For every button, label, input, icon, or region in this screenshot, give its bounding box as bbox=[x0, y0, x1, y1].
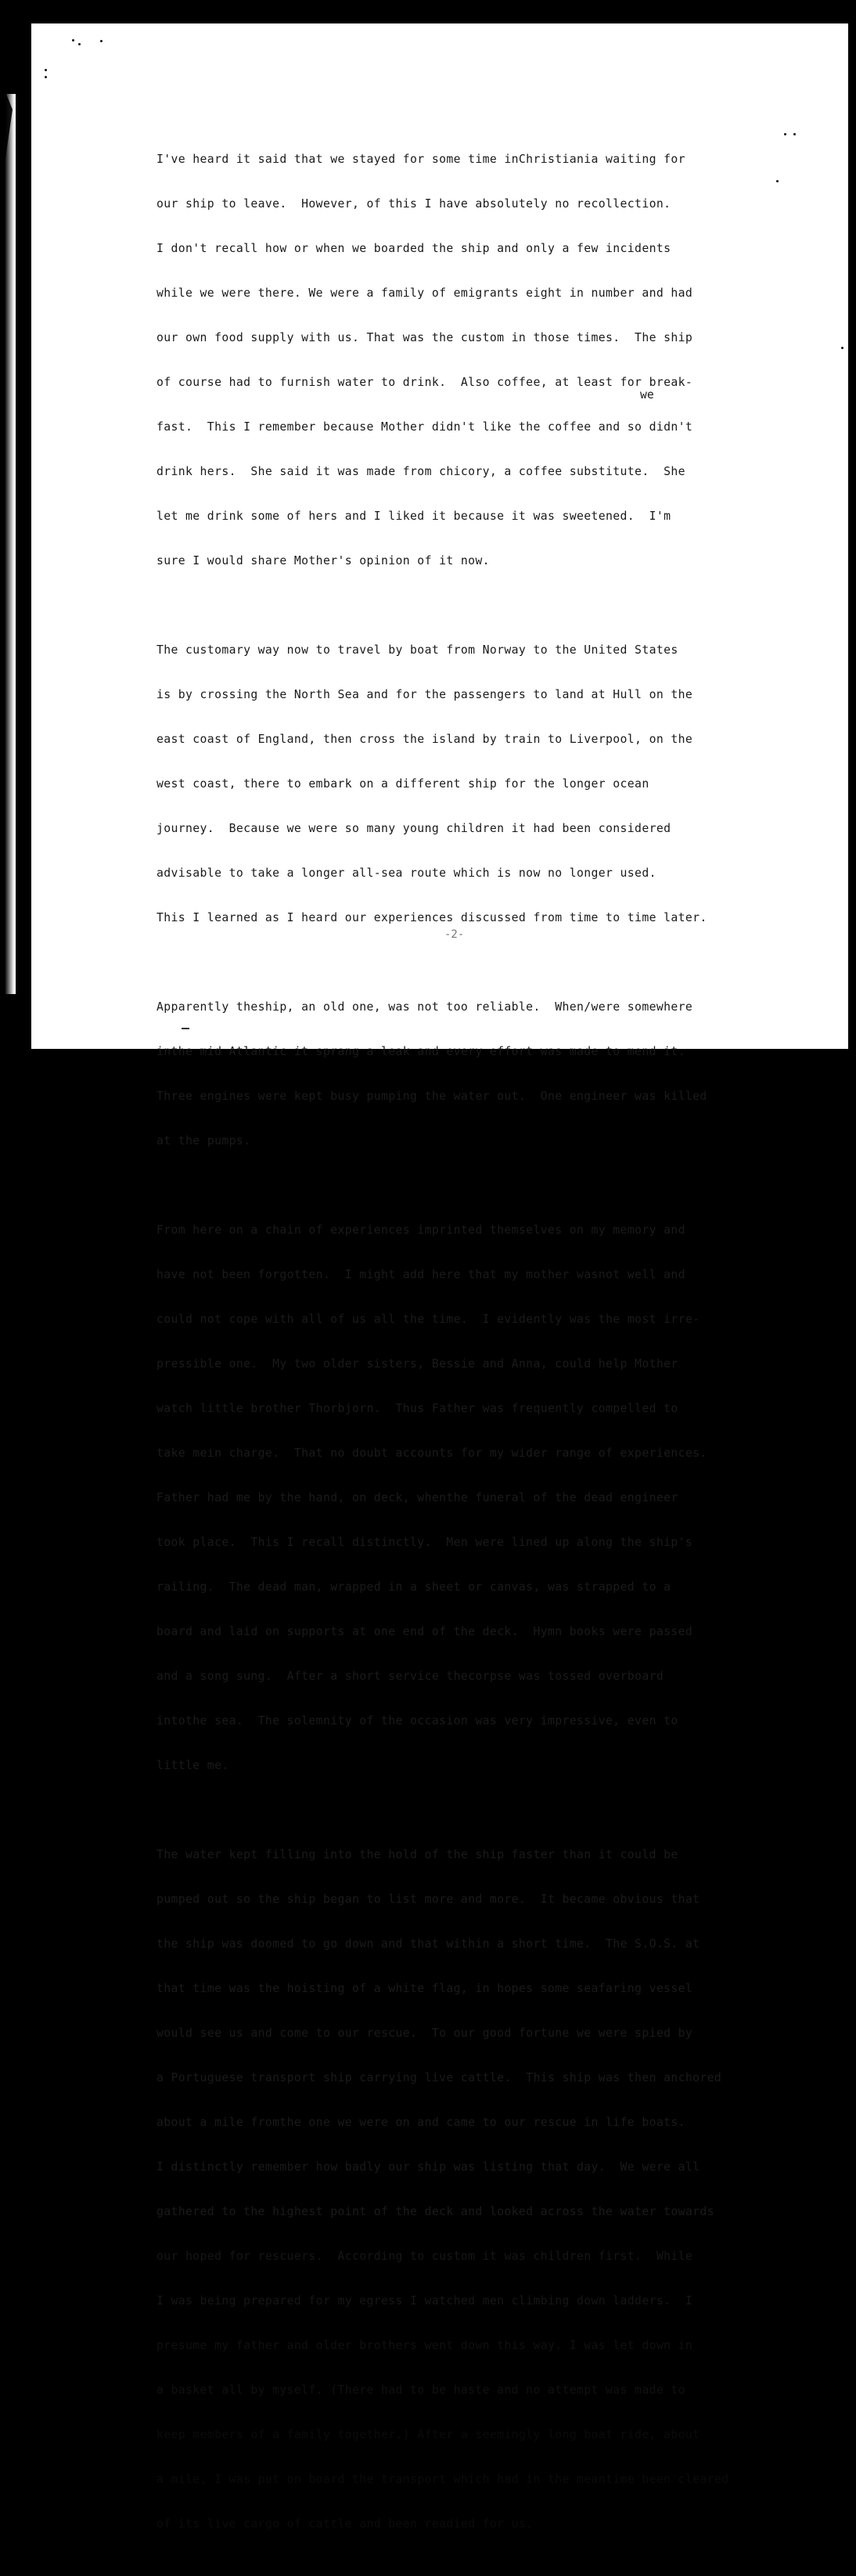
text-line: our hoped for rescuers. According to custom it was children first. While bbox=[156, 2250, 693, 2263]
text-line: west coast, there to embark on a different ship for the longer ocean bbox=[156, 777, 649, 791]
scan-speck bbox=[72, 39, 74, 41]
scan-speck bbox=[841, 347, 843, 349]
scan-speck bbox=[784, 133, 786, 135]
text-line: the ship was doomed to go down and that within a short time. The S.O.S. at bbox=[156, 1937, 700, 1951]
paragraph-rescue bbox=[156, 1818, 775, 2561]
text-line: watch little brother Thorbjorn. Thus Father was frequently compelled to bbox=[156, 1402, 678, 1415]
text-line: From here on a chain of experiences imprinted themselves on my memory and bbox=[156, 1223, 685, 1237]
scan-speck bbox=[45, 69, 47, 71]
text-line: Apparently theship, an old one, was not too reliable. When/were somewhere bbox=[156, 1000, 693, 1014]
text-line: I was being prepared for my egress I watched men climbing down ladders. I bbox=[156, 2294, 693, 2308]
text-line: take mein charge. That no doubt accounts for my wider range of experiences. bbox=[156, 1447, 707, 1460]
text-line: and a song sung. After a short service thecorpse was tossed overboard bbox=[156, 1670, 664, 1683]
scan-edge-shadow bbox=[0, 78, 13, 196]
text-line: This I learned as I heard our experiences discussed from time to time later. bbox=[156, 911, 707, 924]
text-line: I've heard it said that we stayed for some time inChristiania waiting for bbox=[156, 153, 685, 166]
text-line: pumped out so the ship began to list more and more. It became obvious that bbox=[156, 1893, 700, 1906]
scan-speck bbox=[776, 180, 779, 182]
text-line: would see us and come to our rescue. To our good fortune we were spied by bbox=[156, 2027, 693, 2040]
text-line: could not cope with all of us all the time. I evidently was the most irre- bbox=[156, 1313, 700, 1326]
text-line: I don't recall how or when we boarded the ship and only a few incidents bbox=[156, 242, 671, 255]
scan-mark bbox=[182, 1028, 189, 1029]
text-line: while we were there. We were a family of emigrants eight in number and had bbox=[156, 286, 693, 300]
text-line: gathered to the highest point of the deck and looked across the water towards bbox=[156, 2205, 714, 2218]
text-line: of course had to furnish water to drink. Also coffee, at least for break- bbox=[156, 376, 693, 389]
text-line: let me drink some of hers and I liked it because it was sweetened. I'm bbox=[156, 510, 671, 523]
paragraph-travel-route bbox=[156, 613, 775, 955]
text-line: a basket all by myself. (There had to be haste and no attempt was made to bbox=[156, 2383, 685, 2397]
scan-left-edge bbox=[0, 94, 16, 994]
text-line: at the pumps. bbox=[156, 1134, 251, 1147]
text-line: fast. This I remember because Mother didn't like the coffee and so didn't bbox=[156, 420, 693, 434]
text-line: of its live cargo of cattle and been readied for us. bbox=[156, 2517, 534, 2531]
text-line: Three engines were kept busy pumping the water out. One engineer was killed bbox=[156, 1090, 707, 1103]
interlinear-insertion: we bbox=[640, 388, 654, 402]
scan-right-edge bbox=[848, 0, 856, 1080]
text-line: sure I would share Mother's opinion of it now. bbox=[156, 554, 490, 567]
text-line: about a mile fromthe one we were on and came to our rescue in life boats. bbox=[156, 2116, 685, 2129]
text-line: intothe sea. The solemnity of the occasion was very impressive, even to bbox=[156, 1714, 678, 1728]
page-number: -2- bbox=[444, 928, 465, 941]
text-line: The customary way now to travel by boat from Norway to the United States bbox=[156, 643, 678, 657]
text-line: a Portuguese transport ship carrying live cattle. This ship was then anchored bbox=[156, 2071, 722, 2084]
typed-text-body bbox=[156, 122, 775, 2576]
text-line: presume my father and older brothers went down this way. I was let down in bbox=[156, 2339, 693, 2352]
scan-speck bbox=[100, 40, 103, 42]
text-line: is by crossing the North Sea and for the passengers to land at Hull on the bbox=[156, 688, 693, 701]
text-line: our ship to leave. However, of this I have absolutely no recollection. bbox=[156, 197, 671, 211]
text-line: little me. bbox=[156, 1759, 229, 1772]
text-line: board and laid on supports at one end of the deck. Hymn books were passed bbox=[156, 1625, 693, 1638]
text-line: journey. Because we were so many young children it had been considered bbox=[156, 822, 671, 835]
paragraph-funeral bbox=[156, 1193, 775, 1803]
scan-speck bbox=[78, 43, 81, 45]
text-line: our own food supply with us. That was the custom in those times. The ship bbox=[156, 331, 693, 344]
text-line: a mile, I was put on board the transport which had in the meantime been cleared bbox=[156, 2473, 729, 2486]
text-line: The water kept filling into the hold of the ship faster than it could be bbox=[156, 1848, 678, 1861]
text-line: I distinctly remember how badly our ship was listing that day. We were all bbox=[156, 2160, 700, 2174]
text-line: pressible one. My two older sisters, Bessie and Anna, could help Mother bbox=[156, 1357, 678, 1371]
text-line: keep members of a family together.) After a seemingly long boat ride, about bbox=[156, 2428, 700, 2441]
text-line: that time was the hoisting of a white flag, in hopes some seafaring vessel bbox=[156, 1982, 693, 1995]
scan-speck bbox=[45, 76, 47, 78]
text-line: inthe mid Atlantic it sprang a leak and every effort was made to mend it. bbox=[156, 1045, 685, 1058]
scan-speck bbox=[793, 133, 796, 135]
text-line: Father had me by the hand, on deck, whenthe funeral of the dead engineer bbox=[156, 1491, 678, 1504]
text-line: drink hers. She said it was made from chicory, a coffee substitute. She bbox=[156, 465, 685, 478]
text-line: have not been forgotten. I might add here that my mother wasnot well and bbox=[156, 1268, 685, 1281]
text-line: east coast of England, then cross the island by train to Liverpool, on the bbox=[156, 733, 693, 746]
text-line: advisable to take a longer all-sea route which is now no longer used. bbox=[156, 866, 656, 880]
paragraph-ship-leak bbox=[156, 970, 775, 1178]
paragraph-ship-departure bbox=[156, 122, 775, 598]
text-line: railing. The dead man, wrapped in a sheet or canvas, was strapped to a bbox=[156, 1580, 671, 1594]
text-line: took place. This I recall distinctly. Men were lined up along the ship's bbox=[156, 1536, 693, 1549]
